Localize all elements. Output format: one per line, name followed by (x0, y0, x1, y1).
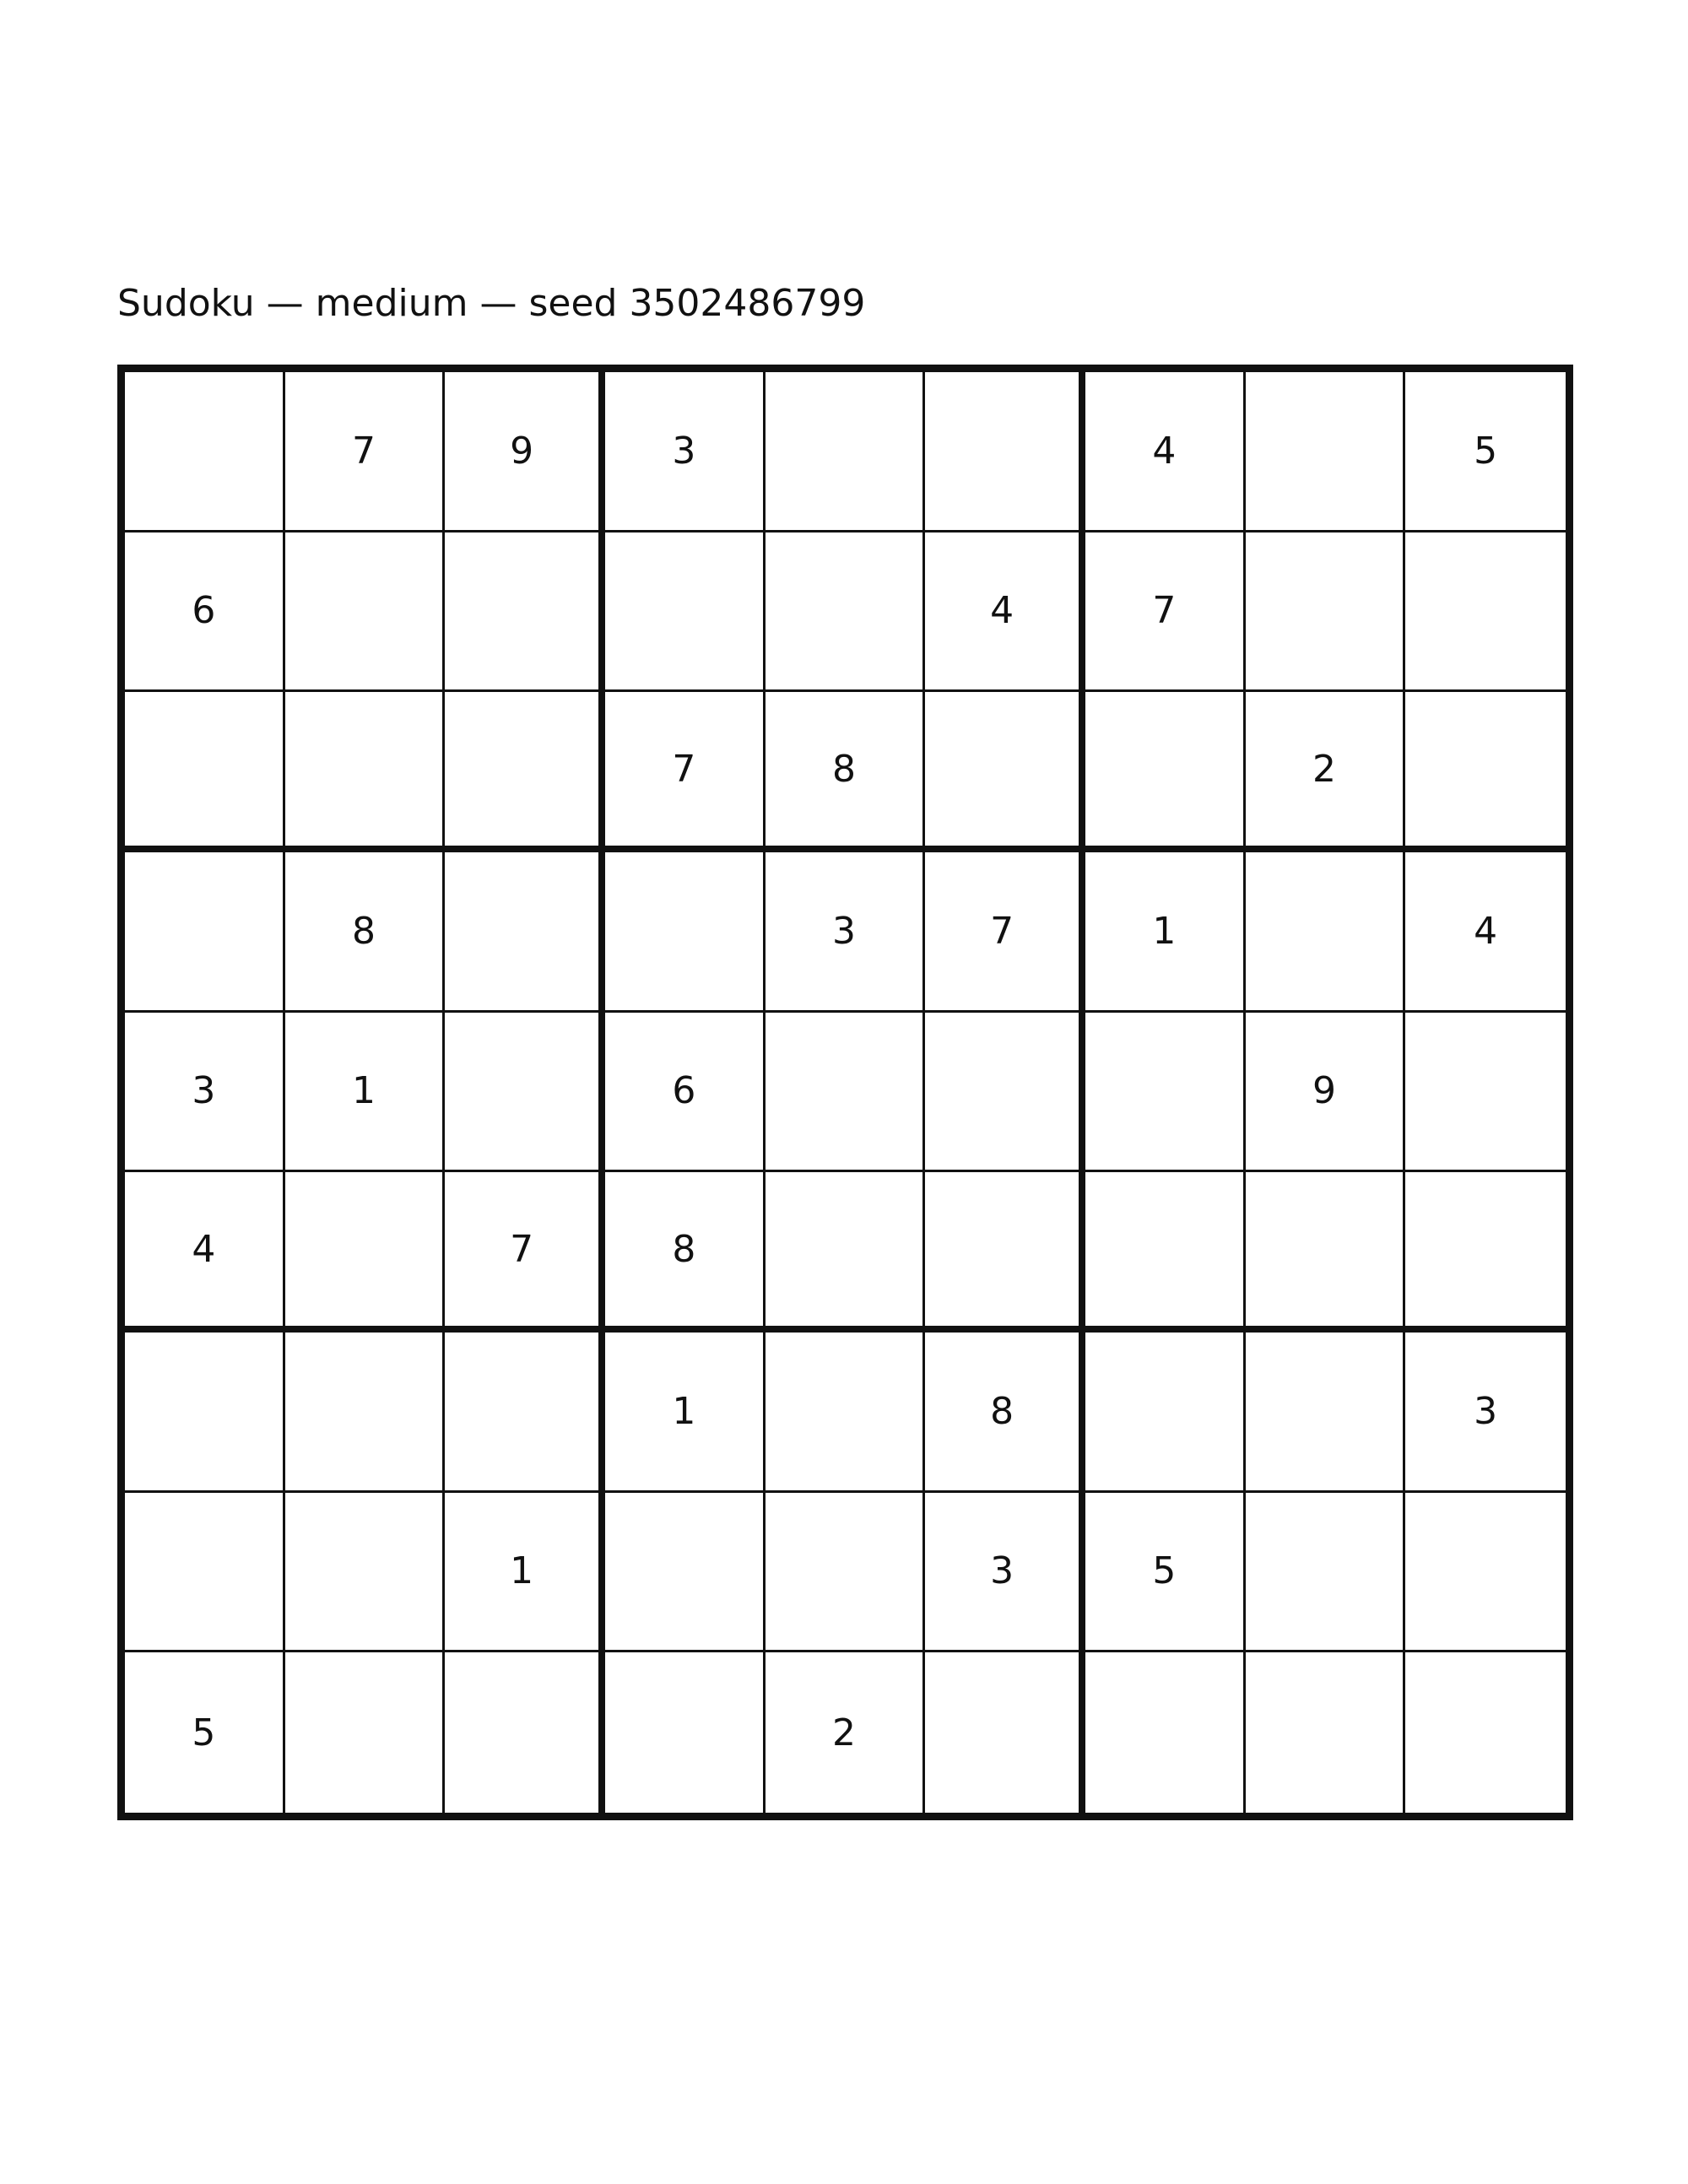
given-cell[interactable]: 3 (925, 1493, 1085, 1653)
empty-cell[interactable] (445, 1013, 605, 1173)
given-cell[interactable]: 4 (125, 1172, 285, 1333)
sudoku-board (117, 365, 1573, 1820)
empty-cell[interactable] (285, 1333, 446, 1493)
given-cell[interactable]: 6 (125, 532, 285, 693)
empty-cell[interactable] (925, 1013, 1085, 1173)
empty-cell[interactable] (445, 1652, 605, 1813)
given-cell[interactable]: 9 (445, 372, 605, 532)
empty-cell[interactable] (445, 692, 605, 852)
given-cell[interactable]: 4 (1405, 852, 1566, 1013)
given-cell[interactable]: 7 (1085, 532, 1246, 693)
given-cell[interactable]: 5 (1085, 1493, 1246, 1653)
empty-cell[interactable] (1246, 1172, 1406, 1333)
empty-cell[interactable] (1085, 1652, 1246, 1813)
given-cell[interactable]: 1 (445, 1493, 605, 1653)
given-cell[interactable]: 9 (1246, 1013, 1406, 1173)
empty-cell[interactable] (1405, 1013, 1566, 1173)
empty-cell[interactable] (1405, 1172, 1566, 1333)
given-cell[interactable]: 8 (285, 852, 446, 1013)
empty-cell[interactable] (285, 692, 446, 852)
empty-cell[interactable] (766, 1333, 926, 1493)
empty-cell[interactable] (1246, 1652, 1406, 1813)
given-cell[interactable]: 3 (125, 1013, 285, 1173)
empty-cell[interactable] (445, 532, 605, 693)
empty-cell[interactable] (925, 372, 1085, 532)
empty-cell[interactable] (925, 1652, 1085, 1813)
given-cell[interactable]: 7 (285, 372, 446, 532)
puzzle-title: Sudoku — medium — seed 3502486799 (117, 282, 866, 325)
given-cell[interactable]: 5 (125, 1652, 285, 1813)
empty-cell[interactable] (125, 852, 285, 1013)
given-cell[interactable]: 2 (766, 1652, 926, 1813)
empty-cell[interactable] (1246, 1493, 1406, 1653)
empty-cell[interactable] (445, 852, 605, 1013)
empty-cell[interactable] (766, 1013, 926, 1173)
given-cell[interactable]: 7 (445, 1172, 605, 1333)
empty-cell[interactable] (766, 372, 926, 532)
given-cell[interactable]: 1 (285, 1013, 446, 1173)
given-cell[interactable]: 7 (605, 692, 766, 852)
empty-cell[interactable] (285, 1172, 446, 1333)
empty-cell[interactable] (1405, 1652, 1566, 1813)
empty-cell[interactable] (766, 1172, 926, 1333)
given-cell[interactable]: 7 (925, 852, 1085, 1013)
empty-cell[interactable] (125, 692, 285, 852)
given-cell[interactable]: 4 (1085, 372, 1246, 532)
given-cell[interactable]: 2 (1246, 692, 1406, 852)
given-cell[interactable]: 8 (605, 1172, 766, 1333)
given-cell[interactable]: 6 (605, 1013, 766, 1173)
empty-cell[interactable] (125, 372, 285, 532)
empty-cell[interactable] (1246, 1333, 1406, 1493)
empty-cell[interactable] (1405, 532, 1566, 693)
empty-cell[interactable] (605, 1652, 766, 1813)
given-cell[interactable]: 8 (925, 1333, 1085, 1493)
empty-cell[interactable] (1246, 372, 1406, 532)
given-cell[interactable]: 5 (1405, 372, 1566, 532)
empty-cell[interactable] (1085, 1172, 1246, 1333)
empty-cell[interactable] (605, 1493, 766, 1653)
empty-cell[interactable] (605, 852, 766, 1013)
empty-cell[interactable] (605, 532, 766, 693)
empty-cell[interactable] (285, 1652, 446, 1813)
empty-cell[interactable] (1085, 692, 1246, 852)
empty-cell[interactable] (1246, 852, 1406, 1013)
empty-cell[interactable] (766, 532, 926, 693)
given-cell[interactable]: 3 (766, 852, 926, 1013)
empty-cell[interactable] (445, 1333, 605, 1493)
empty-cell[interactable] (1085, 1013, 1246, 1173)
given-cell[interactable]: 4 (925, 532, 1085, 693)
empty-cell[interactable] (125, 1333, 285, 1493)
empty-cell[interactable] (925, 1172, 1085, 1333)
given-cell[interactable]: 3 (605, 372, 766, 532)
given-cell[interactable]: 8 (766, 692, 926, 852)
given-cell[interactable]: 1 (1085, 852, 1246, 1013)
empty-cell[interactable] (1405, 692, 1566, 852)
empty-cell[interactable] (1405, 1493, 1566, 1653)
given-cell[interactable]: 3 (1405, 1333, 1566, 1493)
empty-cell[interactable] (1246, 532, 1406, 693)
empty-cell[interactable] (125, 1493, 285, 1653)
empty-cell[interactable] (285, 1493, 446, 1653)
empty-cell[interactable] (1085, 1333, 1246, 1493)
empty-cell[interactable] (925, 692, 1085, 852)
given-cell[interactable]: 1 (605, 1333, 766, 1493)
empty-cell[interactable] (766, 1493, 926, 1653)
empty-cell[interactable] (285, 532, 446, 693)
